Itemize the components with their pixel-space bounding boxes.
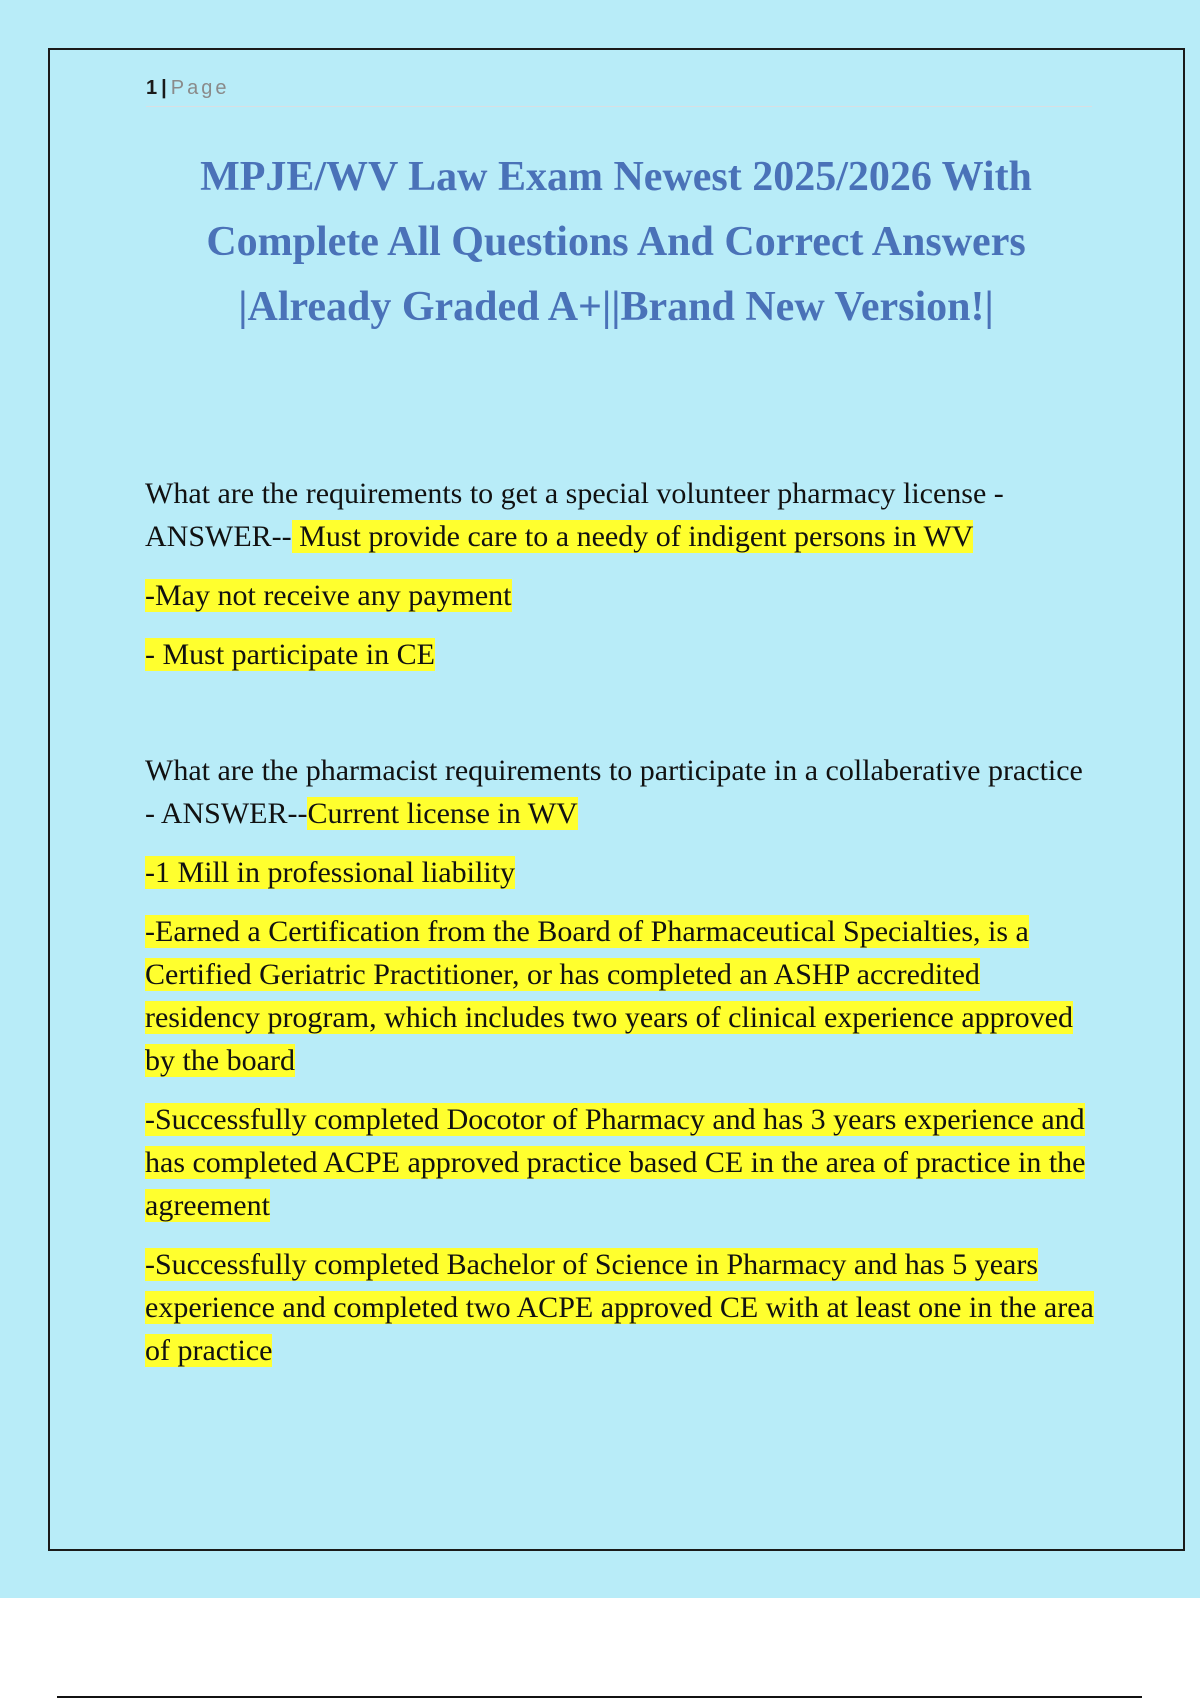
question-1-text: What are the requirements to get a special volunteer pharmacy license - ANSWER-- [145, 477, 1004, 553]
question-2-text: What are the pharmacist requirements to participate in a collaberative practice - ANSWER-- [145, 754, 1083, 830]
title-line-3: |Already Graded A+||Brand New Version!| [238, 284, 994, 330]
answer-1-line-3: - Must participate in CE [145, 638, 435, 671]
page-number: 1 [146, 77, 158, 99]
answer-2-line-3: -Earned a Certification from the Board of Pharmaceutical Specialties, is a Certified Geriatric Practitioner, or has completed an ASHP accredited residency program, which includes two years of clinical experience approved by the board [145, 915, 1073, 1077]
answer-2-line-1: Current license in WV [307, 797, 578, 830]
document-title [146, 145, 1086, 340]
qa-content [145, 472, 1095, 1372]
page-separator: | [161, 77, 167, 99]
answer-1-line-2: -May not receive any payment [145, 579, 512, 612]
footer-rule [57, 1696, 1142, 1698]
answer-2-line-5: -Successfully completed Bachelor of Science in Pharmacy and has 5 years experience and completed two ACPE approved CE with at least one in the area of practice [145, 1248, 1094, 1367]
title-line-2: Complete All Questions And Correct Answers [206, 219, 1026, 265]
answer-2-line-4: -Successfully completed Docotor of Pharmacy and has 3 years experience and has completed ACPE approved practice based CE in the area of practice in the agreement [145, 1103, 1086, 1222]
answer-1-line-1: Must provide care to a needy of indigent persons in WV [291, 520, 974, 553]
question-2 [145, 749, 1095, 835]
page-header [146, 74, 1092, 107]
question-1 [145, 472, 1095, 558]
answer-2-line-2: -1 Mill in professional liability [145, 856, 515, 889]
page-word: Page [170, 77, 230, 99]
title-line-1: MPJE/WV Law Exam Newest 2025/2026 With [200, 154, 1032, 200]
